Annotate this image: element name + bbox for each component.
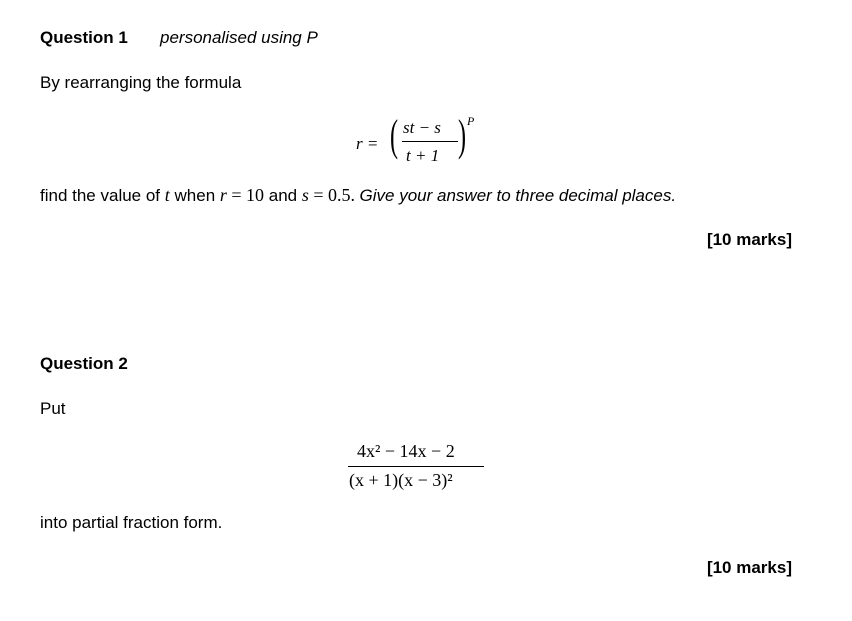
right-paren: )	[458, 111, 467, 160]
formula-fraction-bar	[402, 141, 458, 142]
question-1-find-line	[40, 185, 676, 206]
question-2-marks: [10 marks]	[706, 558, 792, 577]
formula-exponent: P	[467, 114, 475, 128]
period: .	[350, 185, 360, 205]
eq-s: = 0.5	[308, 185, 351, 205]
question-2-outro: into partial fraction form.	[40, 513, 223, 532]
fraction-numerator: 4x² − 14x − 2	[357, 441, 455, 461]
eq-r: = 10	[226, 185, 265, 205]
question-2-heading: Question 2	[40, 354, 128, 373]
question-1-intro: By rearranging the formula	[40, 73, 242, 92]
instruction-text: Give your answer to three decimal places.	[359, 186, 677, 205]
formula-numerator: st − s	[403, 118, 441, 137]
and-text: and	[264, 186, 302, 205]
question-1-heading: Question 1	[40, 28, 128, 47]
left-paren: (	[390, 111, 399, 160]
var-t: t	[164, 185, 170, 205]
question-2-intro: Put	[40, 399, 66, 418]
var-s: s	[301, 185, 309, 205]
question-1-marks: [10 marks]	[706, 230, 792, 249]
find-text: find the value of	[40, 186, 165, 205]
formula-denominator: t + 1	[406, 146, 440, 165]
when-text: when	[169, 186, 220, 205]
fraction-denominator: (x + 1)(x − 3)²	[349, 470, 453, 490]
question-1-subtitle: personalised using P	[160, 28, 318, 47]
fraction-bar	[348, 466, 484, 467]
formula-lhs: r =	[356, 134, 379, 153]
var-r: r	[219, 185, 227, 205]
